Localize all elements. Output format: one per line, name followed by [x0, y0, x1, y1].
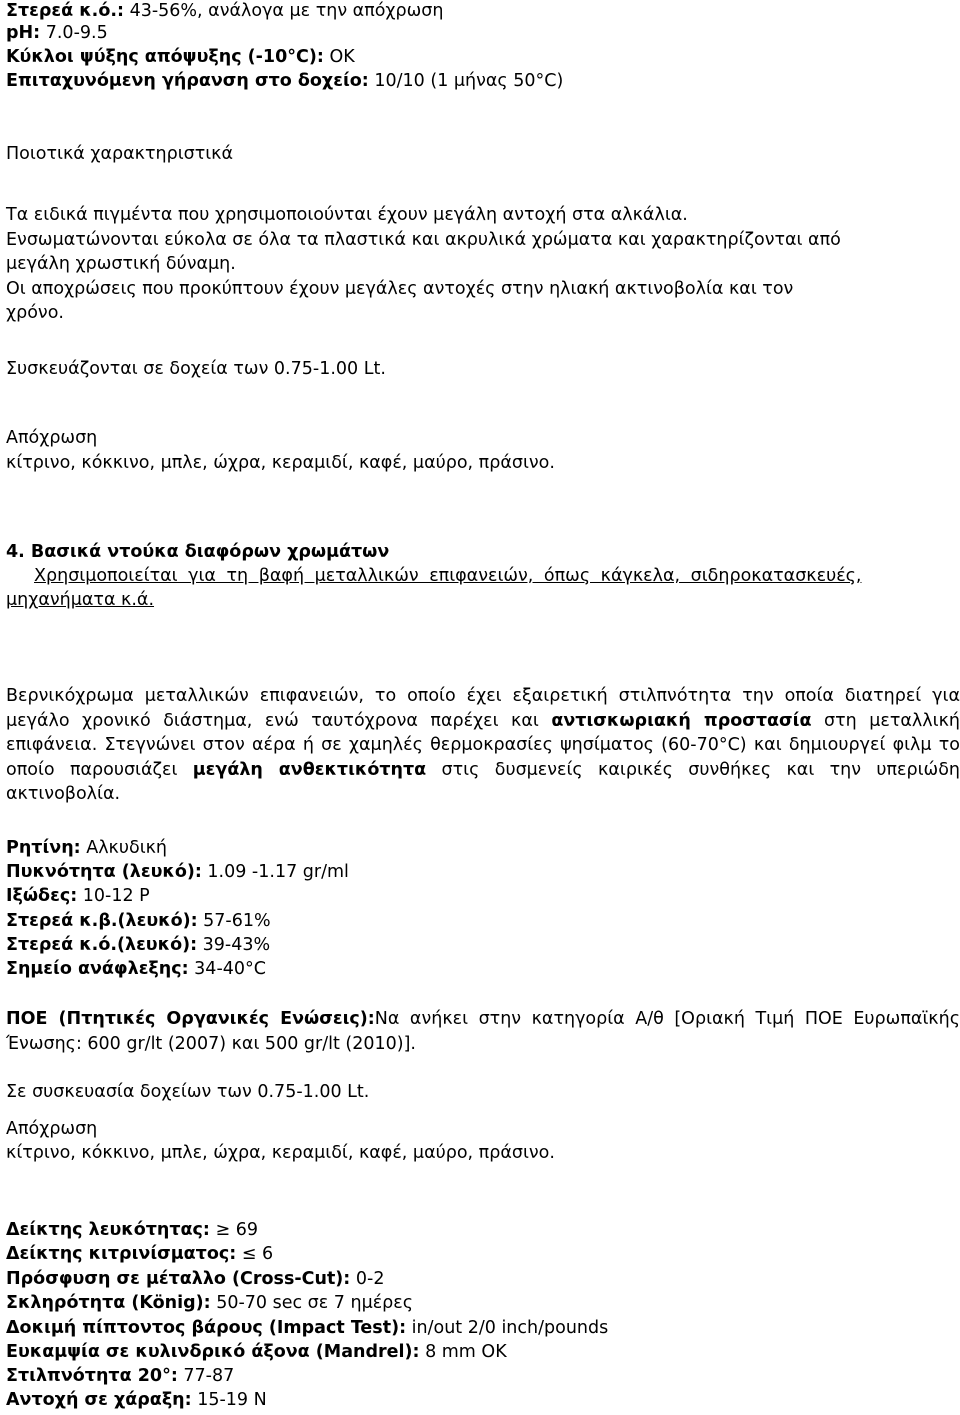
property-line	[6, 1316, 608, 1340]
property-value: 0-2	[350, 1269, 385, 1289]
property-label: Ευκαμψία σε κυλινδρικό άξονα (Mandrel):	[6, 1342, 420, 1362]
spec-ph	[6, 21, 108, 45]
property-label: Αντοχή σε χάραξη:	[6, 1390, 192, 1410]
spec-value: 43-56%, ανάλογα με την απόχρωση	[124, 1, 444, 21]
description-text: στη μεταλλική επιφάνεια. Στεγνώνει στον αέρα ή σε χαμηλές θερμοκρασίες ψησίματος (60-70°C) και δημιουργεί φιλμ το οποίο παρουσιάζει	[6, 710, 960, 780]
spec-label: Ρητίνη:	[6, 838, 81, 858]
property-label: Δοκιμή πίπτοντος βάρους (Impact Test):	[6, 1318, 407, 1338]
spec-value: 7.0-9.5	[40, 23, 108, 43]
spec-value: 34-40°C	[188, 959, 266, 979]
quality-heading: Ποιοτικά χαρακτηριστικά	[6, 144, 234, 164]
property-line	[6, 1364, 234, 1388]
property-line	[6, 1218, 258, 1242]
spec-value: 1.09 -1.17 gr/ml	[201, 862, 349, 882]
property-label: Δείκτης λευκότητας:	[6, 1220, 210, 1240]
spec-aging	[6, 69, 563, 93]
shade-list: κίτρινο, κόκκινο, μπλε, ώχρα, κεραμιδί, καφέ, μαύρο, πράσινο.	[6, 1143, 555, 1163]
spec-value: 10-12 P	[77, 886, 150, 906]
voc-text: Να ανήκει στην κατηγορία Α/θ [Οριακή Τιμή ΠΟΕ Ευρωπαϊκής Ένωσης: 600 gr/lt (2007) και 500 gr/lt (2010)].	[6, 1009, 960, 1054]
spec-label: Κύκλοι ψύξης απόψυξης (-10°C):	[6, 47, 324, 67]
description-paragraph	[6, 684, 960, 807]
usage-line: μηχανήματα κ.ά.	[6, 590, 155, 610]
spec-line	[6, 884, 150, 908]
spec-value: 57-61%	[197, 911, 271, 931]
spec-label: Στερεά κ.ό.:	[6, 1, 124, 21]
property-line	[6, 1340, 507, 1364]
description-text: στις δυσμενείς καιρικές συνθήκες και την υπεριώδη ακτινοβολία.	[6, 759, 960, 804]
property-value: 15-19 N	[191, 1390, 267, 1410]
property-line	[6, 1242, 273, 1266]
quality-line: Οι αποχρώσεις που προκύπτουν έχουν μεγάλες αντοχές στην ηλιακή ακτινοβολία και τον	[6, 279, 794, 299]
property-line	[6, 1267, 384, 1291]
property-label: Δείκτης κιτρινίσματος:	[6, 1244, 237, 1264]
shade-list: κίτρινο, κόκκινο, μπλε, ώχρα, κεραμιδί, καφέ, μαύρο, πράσινο.	[6, 453, 555, 473]
property-value: 50-70 sec σε 7 ημέρες	[210, 1293, 414, 1313]
voc-paragraph	[6, 1007, 960, 1056]
spec-label: Στερεά κ.β.(λευκό):	[6, 911, 198, 931]
description-emphasis: μεγάλη ανθεκτικότητα	[192, 759, 427, 780]
description-emphasis: αντισκωριακή προστασία	[551, 710, 812, 731]
spec-label: Ιξώδες:	[6, 886, 78, 906]
spec-label: Πυκνότητα (λευκό):	[6, 862, 202, 882]
spec-line	[6, 909, 271, 933]
spec-label: Επιταχυνόμενη γήρανση στο δοχείο:	[6, 71, 369, 91]
spec-line	[6, 933, 270, 957]
spec-freeze-thaw	[6, 45, 355, 69]
quality-line: Τα ειδικά πιγμέντα που χρησιμοποιούνται έχουν μεγάλη αντοχή στα αλκάλια.	[6, 205, 688, 225]
spec-line	[6, 836, 167, 860]
property-line	[6, 1388, 267, 1412]
usage-line: Χρησιμοποιείται για τη βαφή μεταλλικών επιφανειών, όπως κάγκελα, σιδηροκατασκευές,	[34, 566, 862, 586]
spec-solids-volume	[6, 0, 444, 23]
property-label: Στιλπνότητα 20°:	[6, 1366, 178, 1386]
property-line	[6, 1291, 413, 1315]
property-value: ≥ 69	[209, 1220, 258, 1240]
shade-heading: Απόχρωση	[6, 1119, 98, 1139]
quality-line: Ενσωματώνονται εύκολα σε όλα τα πλαστικά και ακρυλικά χρώματα και χαρακτηρίζονται από	[6, 230, 841, 250]
voc-label: ΠΟΕ (Πτητικές Οργανικές Ενώσεις):	[6, 1009, 375, 1029]
spec-value: 10/10 (1 μήνας 50°C)	[368, 71, 564, 91]
spec-value: OK	[323, 47, 355, 67]
shade-heading: Απόχρωση	[6, 428, 98, 448]
spec-label: Σημείο ανάφλεξης:	[6, 959, 189, 979]
spec-line	[6, 957, 266, 981]
packaging-text: Συσκευάζονται σε δοχεία των 0.75-1.00 Lt.	[6, 359, 386, 379]
packaging-text: Σε συσκευασία δοχείων των 0.75-1.00 Lt.	[6, 1082, 370, 1102]
spec-value: Αλκυδική	[80, 838, 168, 858]
spec-label: pH:	[6, 23, 41, 43]
property-value: ≤ 6	[236, 1244, 274, 1264]
property-label: Πρόσφυση σε μέταλλο (Cross-Cut):	[6, 1269, 351, 1289]
property-value: 77-87	[177, 1366, 235, 1386]
spec-line	[6, 860, 349, 884]
spec-value: 39-43%	[197, 935, 271, 955]
property-value: in/out 2/0 inch/pounds	[406, 1318, 609, 1338]
spec-label: Στερεά κ.ό.(λευκό):	[6, 935, 198, 955]
description-text: Βερνικόχρωμα μεταλλικών επιφανειών, το οποίο έχει εξαιρετική στιλπνότητα την οποία διατηρεί για μεγάλο χρονικό διάστημα, ενώ ταυτόχρονα παρέχει και	[6, 686, 960, 731]
quality-line: χρόνο.	[6, 303, 64, 323]
property-value: 8 mm OK	[419, 1342, 507, 1362]
property-label: Σκληρότητα (König):	[6, 1293, 211, 1313]
section-title: 4. Βασικά ντούκα διαφόρων χρωμάτων	[6, 542, 390, 562]
quality-line: μεγάλη χρωστική δύναμη.	[6, 254, 236, 274]
